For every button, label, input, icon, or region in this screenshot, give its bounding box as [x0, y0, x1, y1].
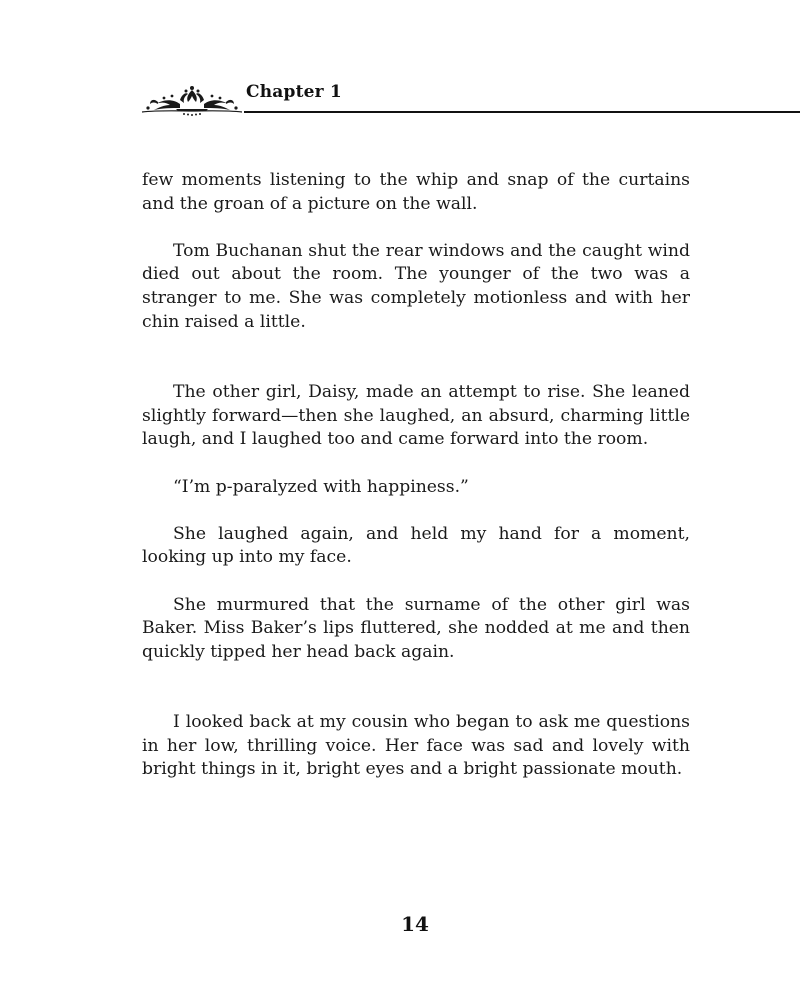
paragraph: She laughed again, and held my hand for a moment, looking up into my face.: [142, 523, 690, 568]
header-rule: [244, 111, 800, 113]
flourish-ornament-icon: [140, 78, 244, 118]
page-number: 14: [401, 912, 429, 936]
paragraph: Tom Buchanan shut the rear windows and the caught wind died out about the room. The younger of the two was a stranger to me. She was completely motionless and with her chin raised a little.: [142, 240, 690, 332]
paragraph: “I’m p-paralyzed with happiness.”: [173, 476, 469, 497]
chapter-title: Chapter 1: [246, 82, 342, 102]
paragraph: The other girl, Daisy, made an attempt to rise. She leaned slightly forward—then she laughed, an absurd, charming little laugh, and I laughed too and came forward into the room.: [142, 382, 690, 450]
chapter-header: [140, 78, 800, 118]
paragraph: She murmured that the surname of the other girl was Baker. Miss Baker’s lips fluttered, she nodded at me and then quickly tipped her head back again.: [142, 594, 690, 662]
paragraph: I looked back at my cousin who began to ask me questions in her low, thrilling voice. Her face was sad and lovely with bright things in it, bright eyes and a bright passionate mouth.: [142, 712, 690, 780]
paragraph: few moments listening to the whip and snap of the curtains and the groan of a picture on the wall.: [142, 170, 690, 214]
body-text: [142, 169, 690, 782]
